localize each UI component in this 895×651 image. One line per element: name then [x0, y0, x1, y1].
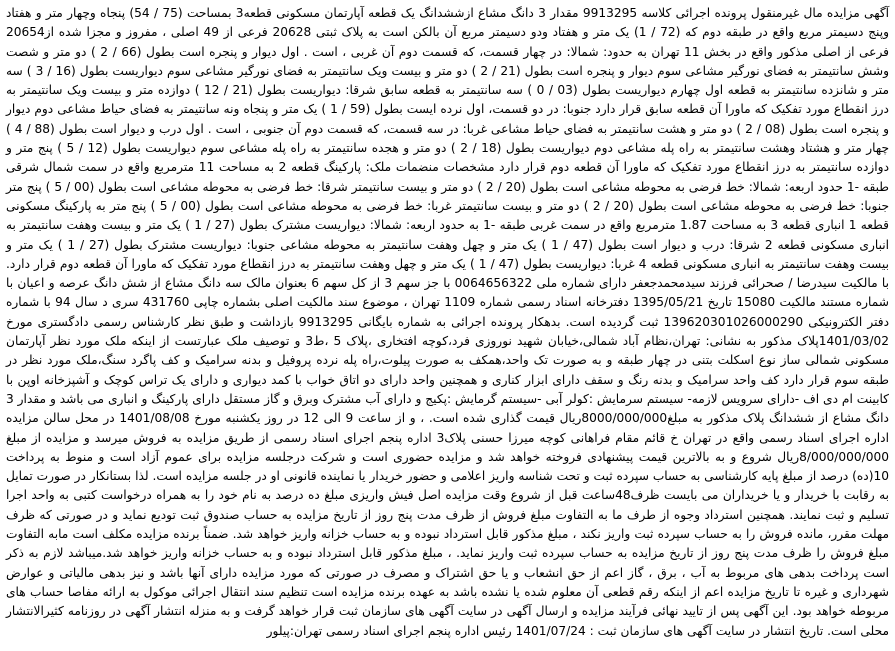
notice-body-text: آگهی مزایده مال غیرمنقول پرونده اجرائی کلاسه 9913295 مقدار 3 دانگ مشاع ازششدانگ یک قطعه آپارتمان مسکونی قطعه3 بمساحت (75 / 54) پنجاه وچهار متر و هفتاد وپنج دسیمتر مربع واقع در طبقه دوم که (72 / 1) یک متر و هفتاد ودو دسیمتر مربع آن بالکن است به پلاک ثبتی 20628 فرعی از 49 اصلی ، مفروز و مجزا شده از20654 فرعی از اصلی مذکور واقع در بخش 11 تهران به حدود: شمالا: در چهار قسمت، که قسمت دوم آن غربی ، است . اول دیوار و پنجره است بطول (66 / 2 ) دو متر و شصت وشش سانتیمتر به فضای نورگیر مشاعی سوم دیوار و پنجره است بطول (21 / 2 ) دو متر و بیست ویک سانتیمتر به فضای نورگیر مشاعی سوم دیواریست بطول (16 / 3 ) سه متر و شانزده سانتیمتر به قطعه اول چهارم دیواریست بطول (03 / 0 ) سه سانتیمتر به قطعه سابق شرقا: دیواریست بطول (21 / 12 ) دوازده متر و بیست ویک سانتیمتر به درز انقطاع مورد تفکیک که ماورا آن قطعه سابق قرار دارد جنوبا: در دو قسمت، اول نرده ایست بطول (59 / 1 ) یک متر و پنجاه ونه سانتیمتر به فضای حیاط مشاعی دوم دیوار و پنجره است بطول (08 / 2 ) دو متر و هشت سانتیمتر به فضای حیاط مشاعی غربا: در سه قسمت، که قسمت دوم آن جنوبی ، است . اول درب و دیوار است بطول (88 / 4 ) چهار متر و هشتاد وهشت سانتیمتر به راه پله مشاعی دوم دیواریست بطول (18 / 2 ) دو متر و هجده سانتیمتر به راه پله مشاعی سوم دیواریست بطول (12 / 5 ) پنج متر و دوازده سانتیمتر به درز انقطاع مورد تفکیک که ماورا آن قطعه دوم قرار دارد مشخصات منضمات ملک: پارکینگ قطعه 2 به مساحت 11 مترمربع واقع در سمت شمال شرقی طبقه -1 حدود اربعه: شمالا: خط فرضی به محوطه مشاعی است بطول (20 / 2 ) دو متر و بیست سانتیمتر شرقا: خط فرضی به محوطه مشاعی است بطول (00 / 5 ) پنج متر جنوبا: خط فرضی به محوطه مشاعی است بطول (20 / 2 ) دو متر و بیست سانتیمتر غربا: خط فرضی به محوطه مشاعی است بطول (00 / 5 ) پنج متر به پارکینگ مسکونی قطعه 1 انباری قطعه 3 به مساحت 1.87 مترمربع واقع در سمت غربی طبقه -1 به حدود اربعه: شمالا: دیواریست مشترک بطول (27 / 1 ) یک متر و بیست وهفت سانتیمتر به انباری مسکونی قطعه 2 شرقا: درب و دیوار است بطول (47 / 1 ) یک متر و چهل وهفت سانتیمتر به محوطه مشاعی جنوبا: دیواریست مشترک بطول (27 / 1 ) یک متر و بیست وهفت سانتیمتر به انباری مسکونی قطعه 4 غربا: دیواریست بطول (47 / 1 ) یک متر و چهل وهفت سانتیمتر به درز انقطاع مورد تفکیک که ماورا آن قطعه دوم قرار دارد. با مالکیت سیدرضا / صحرائی فرزند سیدمحمدجعفر دارای شماره ملی 0064656322 با جز سهم 3 از کل سهم 6 بعنوان مالک سه دانگ مشاع از شش دانگ عرصه و اعیان با شماره مستند مالکیت 15080 تاریخ 1395/05/21 دفترخانه اسناد رسمی شماره 1109 تهران ، موضوع سند مالکیت اصلی بشماره چاپی 431760 سری د سال 94 با شماره دفتر الکترونیکی 139620301026000290 ثبت گردیده است. بدهکار پرونده اجرائی به شماره بایگانی 9913295 بازداشت و طبق نظر کارشناس رسمی دادگستری مورخ 1401/03/02پلاک مذکور به نشانی: تهران،نظام آباد شمالی،خیابان شهید نوروزی فرد،کوچه افتخاری ،پلاک 5 ،ط3 و توصیف ملک عبارتست از اینکه ملک مورد نظر آپارتمان مسکونی شمالی ساز نوع اسکلت بتنی در چهار طبقه و به صورت تک واحد،همکف به صورت پیلوت،راه پله نرده پروفیل و بدنه سرامیک و کف پاگرد سنگ،ملک مورد نظر در طبقه سوم قرار دارد کف واحد سرامیک و بدنه رنگ و سقف دارای ابزار کناری و همچنین واحد دارای دو اتاق خواب با کمد دیواری و دارای یک تراس کوچک و آشپزخانه اوپن با کابینت ام دی اف -دارای سرویس لازمه- سیستم سرمایش :کولر آبی -سیستم گرمایش :پکیج و دارای آب مشترک وبرق و گاز مستقل دارای پارکینگ و انباری می باشد و مقدار 3 دانگ مشاع از ششدانگ پلاک مذکور به مبلغ8000/000/000ریال قیمت گذاری شده است. ، و از ساعت 9 الی 12 در روز یکشنبه مورخ 1401/08/08 در محل سالن مزایده اداره اجرای اسناد رسمی واقع در تهران خ قائم مقام فراهانی کوچه میرزا حسنی پلاک3 اداره پنجم اجرای اسناد رسمی از طریق مزایده به فروش میرسد و مزایده از مبلغ 8/000/000/000ریال شروع و به بالاترین قیمت پیشنهادی فروخته خواهد شد و مزایده حضوری است و شرکت درجلسه مزایده برای عموم آزاد است و منوط به پرداخت 10(ده) درصد از مبلغ پایه کارشناسی به حساب سپرده ثبت و تحت شناسه واریز اعلامی و حضور خریدار یا نماینده قانونی او در جلسه مزایده است. لذا بستانکار در صورت تمایل به رقابت با خریدار و یا خریداران می بایست ظرف48ساعت قبل از شروع وقت مزایده اصل فیش واریزی مبلغ ده درصد به نام خود را به همراه درخواست کتبی به واحد اجرا تسلیم و ثبت نمایند. همچنین استرداد وجوه از طرف ما به التفاوت مبلغ فروش از ظرف مدت پنج روز از تاریخ مزایده به حساب صندوق ثبت تودیع نماید و در صورتی که ظرف مهلت مقرر، مانده فروش را به حساب سپرده ثبت واریز نکند ، مبلغ مذکور قابل استرداد نبوده و به حساب خزانه واریز خواهد شد. ضمناً برنده مزایده مکلف است مابه التفاوت مبلغ فروش را ظرف مدت پنج روز از تاریخ مزایده به حساب سپرده ثبت واریز نماید. ، مبلغ مذکور قابل استرداد نبوده و به حساب خزانه واریز خواهد شد.میباشد لازم به ذکر است پرداخت بدهی های مربوط به آب ، برق ، گاز اعم از حق انشعاب و یا حق اشتراک و مصرف در صورتی که مورد مزایده دارای آنها باشد و نیز بدهی مالیاتی و عوارض شهرداری و غیره تا تاریخ مزایده اعم از اینکه رقم قطعی آن معلوم شده یا نشده باشد به عهده برنده مزایده است تنظیم سند انتقال اجرائی موکول به ارائه مفاصا حساب های مربوطه خواهد بود. این آگهی پس از تایید نهائی فرآیند مزایده و ارسال آگهی در سایت آگهی های سازمان ثبت قرار خواهد گرفت و به منزله انتشار آگهی در روزنامه کثیرالانتشار محلی است. تاریخ انتشار در سایت آگهی های سازمان ثبت : 1401/07/24 رئیس اداره پنجم اجرای اسناد رسمی تهران:پیلور: [6, 6, 890, 638]
